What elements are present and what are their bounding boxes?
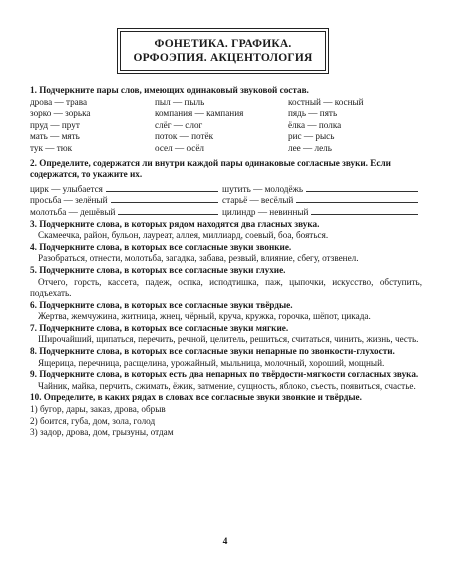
- word-pair: старьё — весёлый: [222, 195, 294, 206]
- task-6-words[interactable]: Жертва, жемчужина, житница, жнец, чёрный, круча, кружка, горочка, шёпот, цикада.: [38, 311, 371, 322]
- word-pair[interactable]: пядь — пять: [288, 108, 338, 119]
- word-pair[interactable]: дрова — трава: [30, 96, 88, 107]
- word-pair: молотьба — дешёвый: [30, 206, 116, 217]
- answer-row: [30, 207, 222, 219]
- word-pair[interactable]: лее — лель: [288, 142, 332, 153]
- answer-blank[interactable]: [306, 184, 418, 192]
- task-5-prompt: 5. Подчеркните слова, в которых все согласные звуки глухие.: [30, 264, 286, 275]
- task-10-option[interactable]: 1) бугор, дары, заказ, дрова, обрыв: [30, 404, 166, 415]
- answer-row: [30, 195, 222, 207]
- answer-row: [222, 184, 422, 196]
- word-pair: просьба — зелёный: [30, 195, 108, 206]
- task-9-words[interactable]: Чайник, майка, перчить, сжимать, ёжик, затмение, сущность, яблоко, съесть, появиться, счастье.: [38, 380, 416, 391]
- title-line-2: ОРФОЭПИЯ. АКЦЕНТОЛОГИЯ: [133, 52, 313, 64]
- task-8-words[interactable]: Ящерица, перечница, расщелина, урожайный, мыльница, молочный, хороший, мощный.: [38, 357, 385, 368]
- answer-blank[interactable]: [311, 207, 418, 215]
- answer-row: [222, 207, 422, 219]
- word-pair[interactable]: компания — кампания: [155, 108, 244, 119]
- task-10-prompt: 10. Определите, в каких рядах в словах все согласные звуки звонкие и твёрдые.: [30, 392, 362, 403]
- answer-blank[interactable]: [118, 207, 218, 215]
- task-7-words[interactable]: Широчайший, щипаться, перечить, речной, целитель, решиться, считаться, чинить, жизнь, честь.: [38, 334, 419, 345]
- page-number: 4: [222, 537, 228, 547]
- word-pair[interactable]: осел — осёл: [155, 142, 205, 153]
- answer-blank[interactable]: [111, 195, 218, 203]
- word-pair: шутить — молодёжь: [222, 183, 304, 194]
- title-line-1: ФОНЕТИКА. ГРАФИКА.: [154, 38, 292, 50]
- task-10-option[interactable]: 2) боится, губа, дом, зола, голод: [30, 415, 156, 426]
- section-title-box: [117, 28, 329, 74]
- task-2-prompt: 2. Определите, содержатся ли внутри каждой пары одинаковые согласные звуки. Если содержатся, то укажите их.: [30, 157, 391, 180]
- answer-blank[interactable]: [106, 184, 218, 192]
- task-8-prompt: 8. Подчеркните слова, в которых все согласные звуки непарные по звонкости-глухости.: [30, 346, 395, 357]
- task-4-words[interactable]: Разобраться, отнести, молотьба, загадка, забава, резвый, влияние, сбегу, отзвенел.: [38, 253, 359, 264]
- worksheet-content: [30, 85, 422, 439]
- task-1-word-pairs: [30, 97, 422, 155]
- answer-row: [30, 184, 222, 196]
- word-pair[interactable]: зорко — зорька: [30, 108, 91, 119]
- task-5-words[interactable]: Отчего, горсть, кассета, падеж, оспка, исподтишка, паж, цыпочки, искусство, обступить, подъехать.: [30, 276, 422, 299]
- task-3-prompt: 3. Подчеркните слова, в которых рядом находятся два гласных звука.: [30, 218, 320, 229]
- task-4-prompt: 4. Подчеркните слова, в которых все согласные звуки звонкие.: [30, 241, 292, 252]
- section-title: [120, 31, 326, 71]
- word-pair: цилиндр — невинный: [222, 206, 309, 217]
- word-pair[interactable]: тук — тюк: [30, 142, 73, 153]
- word-pair[interactable]: рис — рысь: [288, 131, 335, 142]
- word-pair[interactable]: пыл — пыль: [155, 96, 205, 107]
- word-pair[interactable]: поток — потёк: [155, 131, 214, 142]
- task-6-prompt: 6. Подчеркните слова, в которых все согласные звуки твёрдые.: [30, 299, 293, 310]
- word-pair: цирк — улыбается: [30, 183, 103, 194]
- task-1-prompt: 1. Подчеркните пары слов, имеющих одинаковый звуковой состав.: [30, 85, 309, 95]
- word-pair[interactable]: слёг — слог: [155, 119, 203, 130]
- word-pair[interactable]: ёлка — полка: [288, 119, 342, 130]
- answer-blank[interactable]: [296, 195, 418, 203]
- task-9-prompt: 9. Подчеркните слова, в которых есть два непарных по твёрдости-мягкости согласных звука.: [30, 369, 419, 380]
- word-pair[interactable]: костный — косный: [288, 96, 364, 107]
- answer-row: [222, 195, 422, 207]
- word-pair[interactable]: пруд — прут: [30, 119, 80, 130]
- task-10-option[interactable]: 3) задор, дрова, дом, грызуны, отдам: [30, 427, 174, 438]
- task-2-answer-lines: [30, 184, 422, 219]
- word-pair[interactable]: мать — мять: [30, 131, 80, 142]
- task-3-words[interactable]: Скамеечка, район, бульон, лауреат, аллея, миллиард, соевый, боа, бояться.: [38, 230, 329, 241]
- task-7-prompt: 7. Подчеркните слова, в которых все согласные звуки мягкие.: [30, 322, 289, 333]
